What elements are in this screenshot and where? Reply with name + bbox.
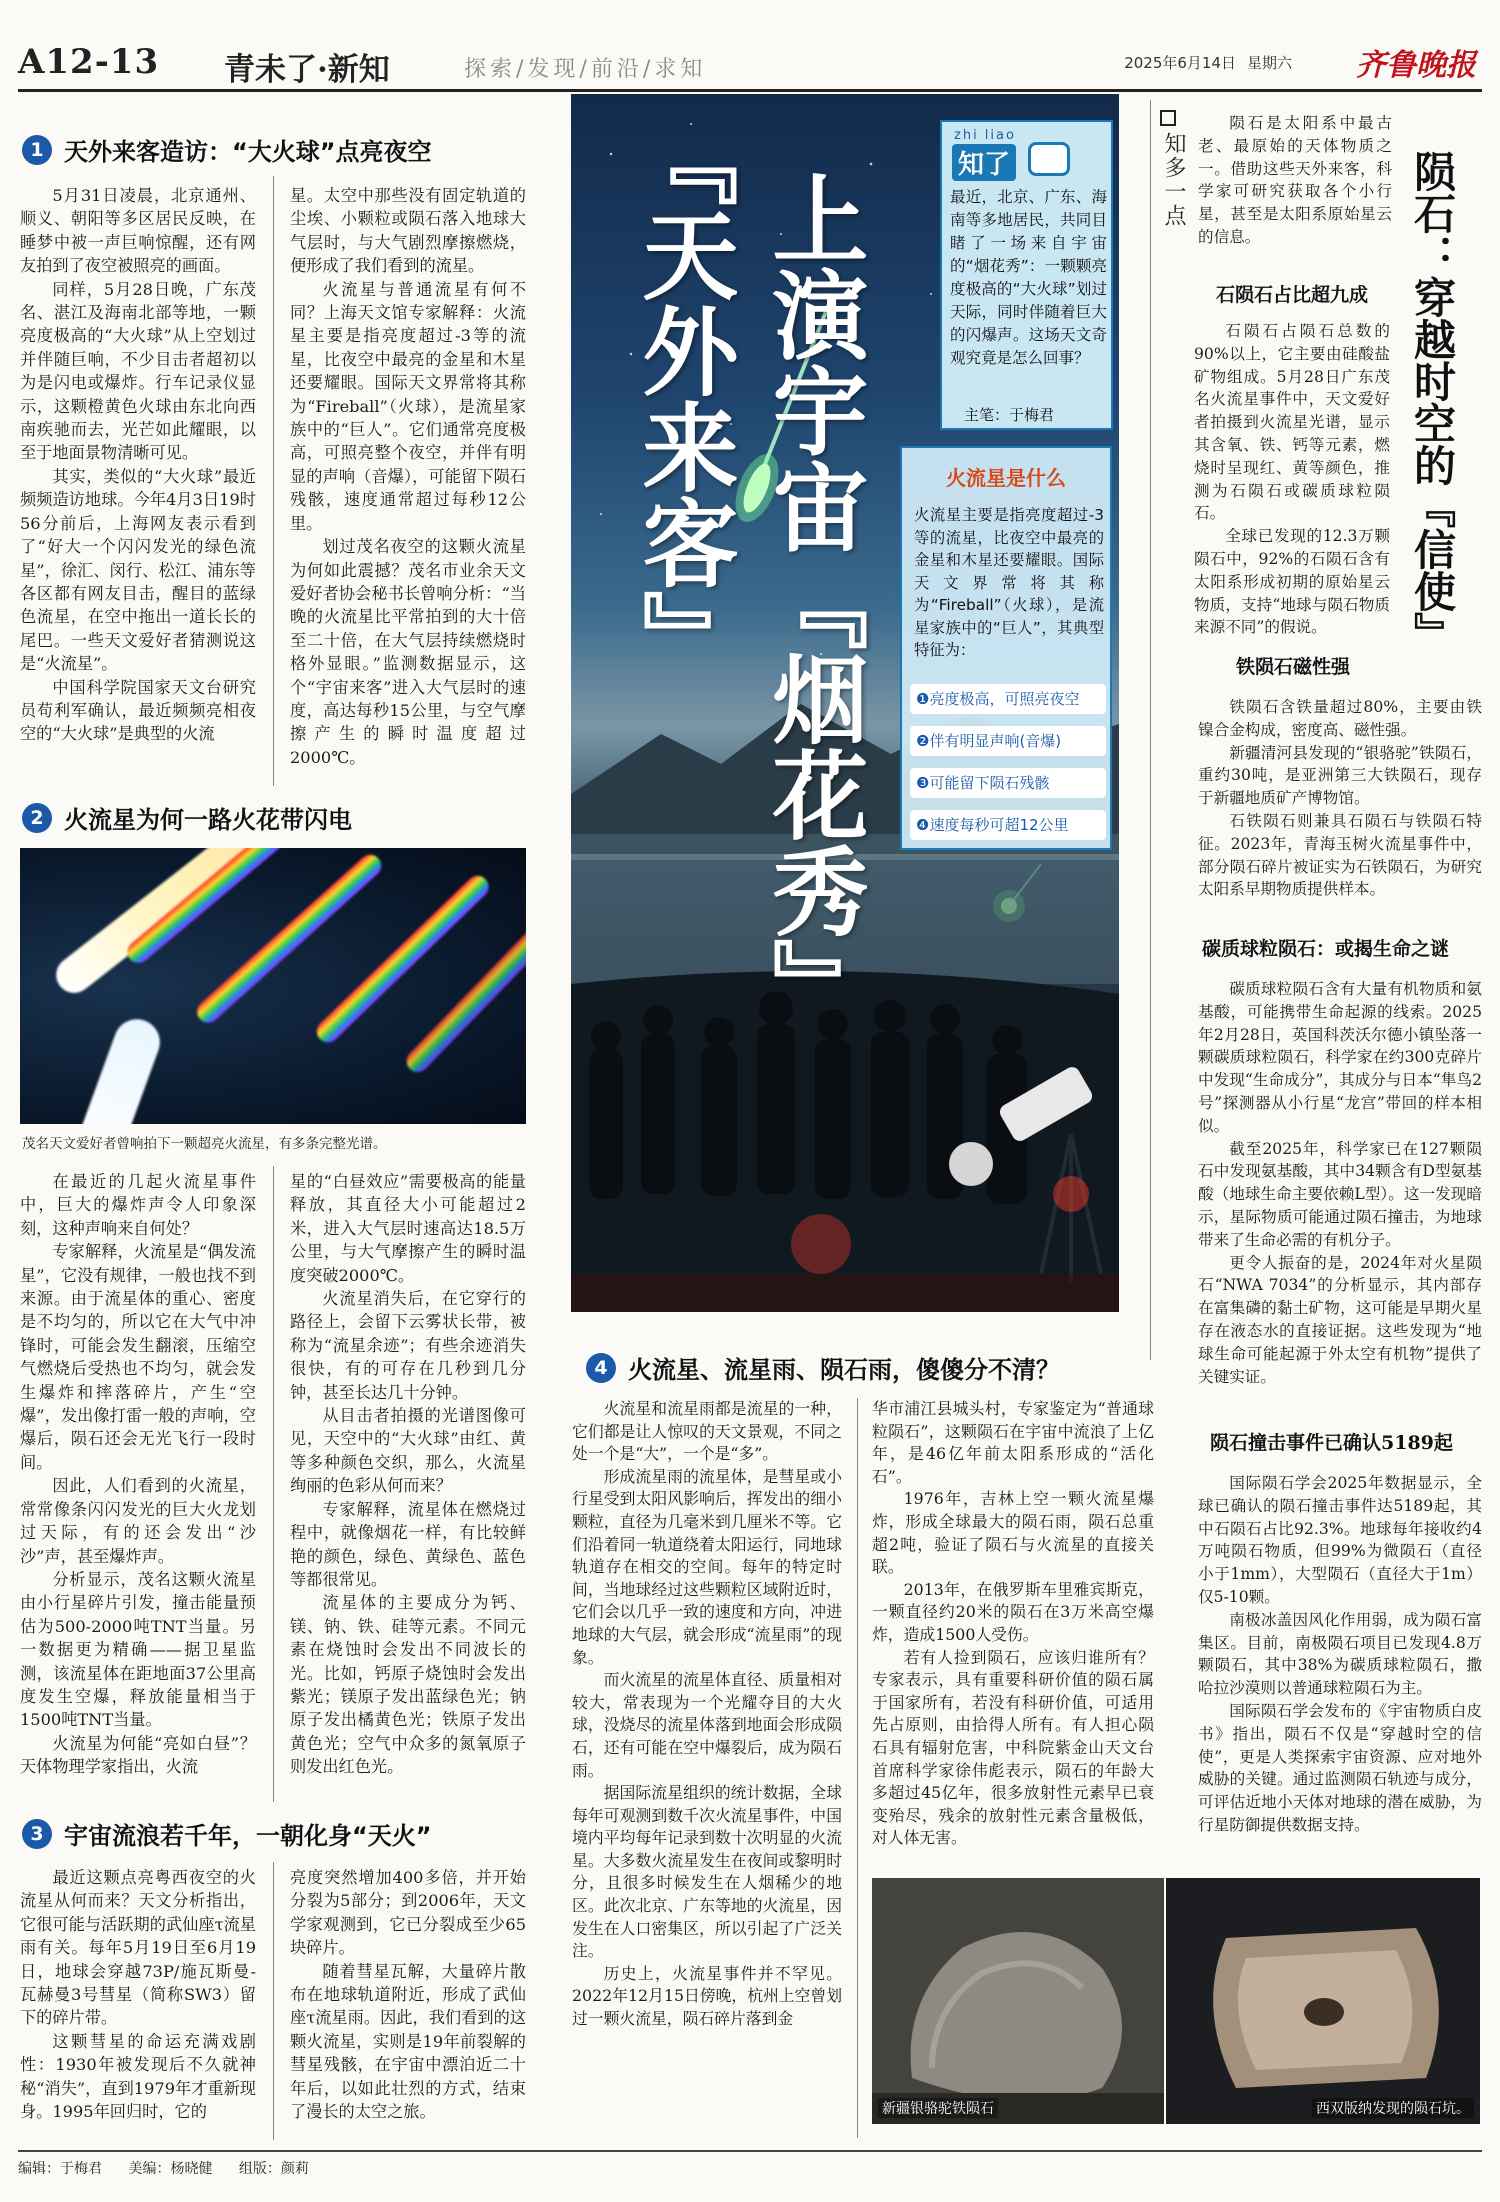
paragraph: 石铁陨石则兼具石陨石与铁陨石特征。2023年，青海玉树火流星事件中，部分陨石碎片被证实为石铁陨石，为研究太阳系早期物质提供样本。 [1198, 811, 1482, 899]
issue-date: 2025年6月14日 [1124, 54, 1236, 72]
column-rule [857, 1398, 858, 2138]
article-2-column-2 [290, 1170, 526, 1802]
column-rule [273, 1862, 274, 2140]
paragraph: 随着彗星瓦解，大量碎片散布在地球轨道附近，形成了武仙座τ流星雨。因此，我们看到的这颗火流星，实则是19年前裂解的彗星残骸，在宇宙中漂泊近二十年后，以如此壮烈的方式，结束了漫长的太空之旅。 [290, 1961, 526, 2122]
paragraph: 火流星为何能“亮如白昼”？天体物理学家指出，火流 [20, 1733, 256, 1777]
fireball-feature-item: ❸可能留下陨石残骸 [910, 768, 1106, 798]
paragraph: 若有人捡到陨石，应该归谁所有？专家表示，具有重要科研价值的陨石属于国家所有，若没有科研价值，可适用先占原则，由拾得人所有。有人担心陨石具有辐射危害，中科院紫金山天文台首席科学家徐伟彪表示，陨石的年龄大多超过45亿年，很多放射性元素早已衰变殆尽，残余的放射性元素含量极低，对人体无害。 [872, 1647, 1154, 1848]
paragraph: 5月31日凌晨，北京通州、顺义、朝阳等多区居民反映，在睡梦中被一声巨响惊醒，还有网友拍到了夜空被照亮的画面。 [20, 186, 256, 276]
photo-caption: 新疆银骆驼铁陨石 [878, 2098, 998, 2118]
sidebar-label: 知多一点 [1161, 132, 1186, 228]
photo-caption: 西双版纳发现的陨石坑。 [1312, 2098, 1474, 2118]
cicada-icon [1028, 142, 1070, 176]
zhiliao-intro-text: 最近，北京、广东、海南等多地居民，共同目睹了一场来自宇宙的“烟花秀”：一颗颗亮度极高的“大火球”划过天际，同时伴随着巨大的闪爆声。这场天文奇观究竟是怎么回事？ [950, 188, 1107, 367]
meteorite-illustration [872, 1878, 1164, 2124]
photo-caption: 茂名天文爱好者曾响拍下一颗超亮火流星，有多条完整光谱。 [22, 1136, 387, 1152]
fireball-definition-box [900, 446, 1112, 850]
newspaper-logo: 齐鲁晚报 [1356, 48, 1476, 83]
footer-art-editor: 美编：杨晓健 [128, 2161, 213, 2177]
sidebar-subhead-3: 碳质球粒陨石：或揭生命之谜 [1202, 938, 1450, 960]
article-3-column-1 [20, 1866, 256, 2138]
paragraph: 因此，人们看到的火流星，常常像条闪闪发光的巨大火龙划过天际，有的还会发出“沙沙”声，甚至爆炸声。 [20, 1476, 256, 1566]
paragraph: 2013年，在俄罗斯车里雅宾斯克，一颗直径约20米的陨石在3万米高空爆炸，造成1500人受伤。 [872, 1579, 1154, 1644]
sidebar-subhead-1: 石陨石占比超九成 [1216, 284, 1369, 306]
zhiliao-word: 知了 [952, 144, 1016, 181]
paragraph: 在最近的几起火流星事件中，巨大的爆炸声令人印象深刻，这种声响来自何处？ [20, 1172, 256, 1238]
paragraph: 而火流星的流星体直径、质量相对较大，常表现为一个光耀夺目的大火球，没烧尽的流星体落到地面会形成陨石，还有可能在空中爆裂后，成为陨石雨。 [572, 1670, 842, 1780]
column-rule [1150, 100, 1151, 1360]
sidebar-intro [1198, 112, 1392, 262]
article-2-header [22, 800, 352, 835]
column-rule [273, 1166, 274, 1802]
issue-weekday: 星期六 [1246, 54, 1292, 72]
paragraph: 南极冰盖因风化作用弱，成为陨石富集区。目前，南极陨石项目已发现4.8万颗陨石，其中38%为碳质球粒陨石，撒哈拉沙漠则以普通球粒陨石为主。 [1198, 1610, 1482, 1698]
article-1-title: 天外来客造访：“大火球”点亮夜空 [64, 138, 432, 166]
zhiliao-logo [946, 126, 1072, 180]
paragraph: 截至2025年，科学家已在127颗陨石中发现氨基酸，其中34颗含有D型氨基酸（地球生命主要依赖L型）。这一发现暗示，星际物质可能通过陨石撞击，为地球带来了生命必需的有机分子。 [1198, 1139, 1482, 1249]
paragraph: 国际陨石学会2025年数据显示，全球已确认的陨石撞击事件达5189起，其中石陨石占比92.3%。地球每年接收约4万吨陨石物质，但99%为微陨石（直径小于1mm），大型陨石（直径大于1m）仅5-10颗。 [1198, 1474, 1482, 1606]
main-headline-part-1: 『天外来客』 [627, 110, 740, 686]
sidebar-section-4 [1198, 1472, 1482, 1872]
paragraph: 从目击者拍摄的光谱图像可见，天空中的“大火球”由红、黄等多种颜色交织，那么，火流星绚丽的色彩从何而来？ [290, 1406, 526, 1496]
fireball-feature-item: ❹速度每秒可超12公里 [910, 810, 1106, 840]
fireball-box-text: 火流星主要是指亮度超过-3等的流星，比夜空中最亮的金星和木星还要耀眼。国际天文界常将其称为“Fireball”（火球），是流星家族中的“巨人”，其典型特征为： [914, 506, 1104, 659]
article-number-badge: 4 [586, 1353, 616, 1383]
paragraph: 陨石是太阳系中最古老、最原始的天体物质之一。借助这些天外来客，科学家可研究获取各个小行星，甚至是太阳系原始星云的信息。 [1198, 114, 1392, 246]
paragraph: 分析显示，茂名这颗火流星由小行星碎片引发，撞击能量预估为500-2000吨TNT当量。另一数据更为精确——据卫星监测，该流星体在距地面37公里高度发生空爆，释放能量相当于1500吨TNT当量。 [20, 1569, 256, 1730]
paragraph: 划过茂名夜空的这颗火流星为何如此震撼？茂名市业余天文爱好者协会秘书长曾响分析：“当晚的火流星比平常拍到的大十倍至二十倍，在大气层持续燃烧时格外显眼。”监测数据显示，这个“宇宙来客”进入大气层时的速度，高达每秒15公里，与空气摩擦产生的瞬时温度超过2000℃。 [290, 537, 526, 767]
sidebar-subhead-2: 铁陨石磁性强 [1236, 656, 1351, 678]
masthead [18, 38, 1482, 92]
paragraph: 火流星和流星雨都是流星的一种，它们都是让人惊叹的天文景观，不同之处一个是“大”，一个是“多”。 [572, 1399, 842, 1464]
article-4-column-1 [572, 1398, 842, 2138]
page-number: A12-13 [18, 42, 160, 82]
paragraph: 1976年，吉林上空一颗火流星爆炸，形成全球最大的陨石雨，陨石总重超2吨，验证了陨石与火流星的直接关联。 [872, 1489, 1154, 1577]
paragraph: 专家解释，火流星是“偶发流星”，它没有规律，一般也找不到来源。由于流星体的重心、密度是不均匀的，所以它在大气中冲锋时，可能会发生翻滚，压缩空气燃烧后受热也不均匀，就会发生爆炸和摔落碎片，产生“空爆”，发出像打雷一般的声响，空爆后，陨石还会无光飞行一段时间。 [20, 1242, 256, 1472]
column-rule [273, 176, 274, 786]
paragraph: 专家解释，流星体在燃烧过程中，就像烟花一样，有比较鲜艳的颜色，绿色、黄绿色、蓝色等都很常见。 [290, 1499, 526, 1589]
article-1-column-2 [290, 184, 526, 780]
paragraph: 星的“白昼效应”需要极高的能量释放，其直径大小可能超过2米，进入大气层时速高达18.5万公里，与大气摩擦产生的瞬时温度突破2000℃。 [290, 1172, 526, 1285]
fireball-feature-item: ❷伴有明显声响(音爆) [910, 726, 1106, 756]
sidebar-subhead-4: 陨石撞击事件已确认5189起 [1210, 1432, 1453, 1454]
article-number-badge: 2 [22, 803, 52, 833]
article-2-title: 火流星为何一路火花带闪电 [64, 806, 352, 834]
article-3-column-2 [290, 1866, 526, 2138]
sidebar-section-1 [1194, 320, 1390, 640]
zhiliao-intro-box [940, 120, 1113, 430]
article-4-title: 火流星、流星雨、陨石雨，傻傻分不清？ [628, 1356, 1060, 1384]
fireball-box-title: 火流星是什么 [946, 466, 1066, 490]
paragraph: 火流星与普通流星有何不同？上海天文馆专家解释：火流星主要是指亮度超过-3等的流星，比夜空中最亮的金星和木星还要耀眼。国际天文界常将其称为“Fireball”（火球），是流星家族中的“巨人”。它们通常亮度极高，可照亮整个夜空，并伴有明显的声响（音爆），可能留下陨石残骸，速度通常超过每秒12公里。 [290, 279, 526, 533]
fireball-feature-item: ❶亮度极高，可照亮夜空 [910, 684, 1106, 714]
article-1-column-1 [20, 184, 256, 780]
paragraph: 星。太空中那些没有固定轨道的尘埃、小颗粒或陨石落入地球大气层时，与大气剧烈摩擦燃烧，便形成了我们看到的流星。 [290, 186, 526, 276]
paragraph: 历史上，火流星事件并不罕见。2022年12月15日傍晚，杭州上空曾划过一颗火流星，陨石碎片落到金 [572, 1963, 842, 2029]
meteorite-crater-photo [1166, 1878, 1480, 2124]
paragraph: 碳质球粒陨石含有大量有机物质和氨基酸，可能携带生命起源的线索。2025年2月28日，英国科茨沃尔德小镇坠落一颗碳质球粒陨石，科学家在约300克碎片中发现“生命成分”，其成分与日本“隼鸟2号”探测器从小行星“龙宫”带回的样本相似。 [1198, 980, 1482, 1135]
article-number-badge: 1 [22, 135, 52, 165]
zhiliao-pinyin: zhi liao [954, 128, 1016, 143]
article-4-column-2 [872, 1398, 1154, 1868]
paragraph: 据国际流星组织的统计数据，全球每年可观测到数千次火流星事件，中国境内平均每年记录到数十次明显的火流星。大多数火流星发生在夜间或黎明时分，且很多时候发生在人烟稀少的地区。此次北京、广东等地的火流星，因发生在人口密集区，所以引起了广泛关注。 [572, 1783, 842, 1961]
article-1-header [22, 132, 432, 167]
paragraph: 铁陨石含铁量超过80%，主要由铁镍合金构成，密度高、磁性强。 [1198, 698, 1482, 739]
paragraph: 亮度突然增加400多倍，并开始分裂为5部分；到2006年，天文学家观测到，它已分裂成至少65块碎片。 [290, 1868, 526, 1958]
zhiliao-host: 主笔：于梅君 [964, 406, 1055, 424]
paragraph: 流星体的主要成分为钙、镁、钠、铁、硅等元素。不同元素在烧蚀时会发出不同波长的光。比如，钙原子烧蚀时会发出紫光；镁原子发出蓝绿色光；钠原子发出橘黄色光；铁原子发出黄色光；空气中众多的氮氧原子则发出红色光。 [290, 1593, 526, 1777]
article-4-header [586, 1350, 1060, 1385]
paragraph: 中国科学院国家天文台研究员苟利军确认，最近频频亮相夜空的“大火球”是典型的火流 [20, 677, 256, 744]
paragraph: 最近这颗点亮粤西夜空的火流星从何而来？天文分析指出，它很可能与活跃期的武仙座τ流星雨有关。每年5月19日至6月19日，地球会穿越73P/施瓦斯曼-瓦赫曼3号彗星（简称SW3）留下的碎片带。 [20, 1868, 256, 2028]
sidebar-section-3 [1198, 978, 1482, 1418]
sidebar-headline: 陨石：穿越时空的『信使』 [1408, 150, 1457, 654]
page-footer [18, 2150, 1482, 2178]
paragraph: 石陨石占陨石总数的90%以上，它主要由硅酸盐矿物组成。5月28日广东茂名火流星事件中，天文爱好者拍摄到火流星光谱，显示其含氧、铁、钙等元素，燃烧时呈现红、黄等颜色，推测为石陨石或碳质球粒陨石。 [1194, 322, 1390, 523]
paragraph: 华市浦江县城头村，专家鉴定为“普通球粒陨石”，这颗陨石在宇宙中流浪了上亿年，是46亿年前太阳系形成的“活化石”。 [872, 1399, 1154, 1486]
paragraph: 形成流星雨的流星体，是彗星或小行星受到太阳风影响后，挥发出的细小颗粒，直径为几毫米到几厘米不等。它们沿着同一轨道绕着太阳运行，同地球轨道存在相交的空间。每年的特定时间，当地球经过这些颗粒区域附近时，它们会以几乎一致的速度和方向，冲进地球的大气层，就会形成“流星雨”的现象。 [572, 1466, 842, 1667]
section-subtitle: 探索/发现/前沿/求知 [464, 57, 707, 82]
sidebar-label-marker [1160, 110, 1176, 126]
footer-editor: 编辑：于梅君 [18, 2161, 102, 2177]
iron-meteorite-photo [872, 1878, 1164, 2124]
paragraph: 火流星消失后，在它穿行的路径上，会留下云雾状长带，被称为“流星余迹”；有些余迹消失很快，有的可存在几秒到几分钟，甚至长达几十分钟。 [290, 1289, 526, 1402]
article-3-title: 宇宙流浪若千年，一朝化身“天火” [64, 1822, 432, 1850]
footer-layout: 组版：颜莉 [238, 2161, 309, 2177]
paragraph: 这颗彗星的命运充满戏剧性：1930年被发现后不久就神秘“消失”，直到1979年才重新现身。1995年回归时，它的 [20, 2031, 256, 2122]
main-headline-part-2: 上演宇宙『烟花秀』 [757, 170, 870, 1034]
paragraph: 同样，5月28日晚，广东茂名、湛江及海南北部等地，一颗亮度极高的“大火球”从上空划过并伴随巨响，不少目击者超初以为是闪电或爆炸。行车记录仪显示，这颗橙黄色火球由东北向西南疾驰而去，光芒如此耀眼，以至于地面景物清晰可见。 [20, 279, 256, 463]
bright-streak [68, 1013, 166, 1124]
paragraph: 全球已发现的12.3万颗陨石中，92%的石陨石含有太阳系形成初期的原始星云物质，支持“地球与陨石物质来源不同”的假说。 [1194, 527, 1390, 637]
crater-illustration [1166, 1878, 1480, 2124]
sidebar-section-2 [1198, 696, 1482, 916]
paragraph: 国际陨石学会发布的《宇宙物质白皮书》指出，陨石不仅是“穿越时空的信使”，更是人类探索宇宙资源、应对地外威胁的关键。通过监测陨石轨迹与成分，可评估近地小天体对地球的潜在威胁，为行星防御提供数据支持。 [1198, 1701, 1482, 1834]
article-3-header [22, 1816, 432, 1851]
meteor-spectrum-photo [20, 848, 526, 1124]
section-title: 青未了·新知 [224, 52, 390, 88]
paragraph: 新疆清河县发现的“银骆驼”铁陨石，重约30吨，是亚洲第三大铁陨石，现存于新疆地质矿产博物馆。 [1198, 743, 1482, 808]
paragraph: 更令人振奋的是，2024年对火星陨石“NWA 7034”的分析显示，其内部存在富集磷的黏土矿物，这可能是早期火星存在液态水的直接证据。这些发现为“地球生命可能起源于外太空有机物”提供了关键实证。 [1198, 1253, 1482, 1386]
paragraph: 其实，类似的“大火球”最近频频造访地球。今年4月3日19时56分前后，上海网友表示看到了“好大一个闪闪发光的绿色流星”，徐汇、闵行、松江、浦东等各区都有网友目击，醒目的蓝绿色流星，在空中拖出一道长长的尾巴。一些天文爱好者猜测说这是“火流星”。 [20, 466, 256, 674]
article-2-column-1 [20, 1170, 256, 1802]
article-number-badge: 3 [22, 1819, 52, 1849]
